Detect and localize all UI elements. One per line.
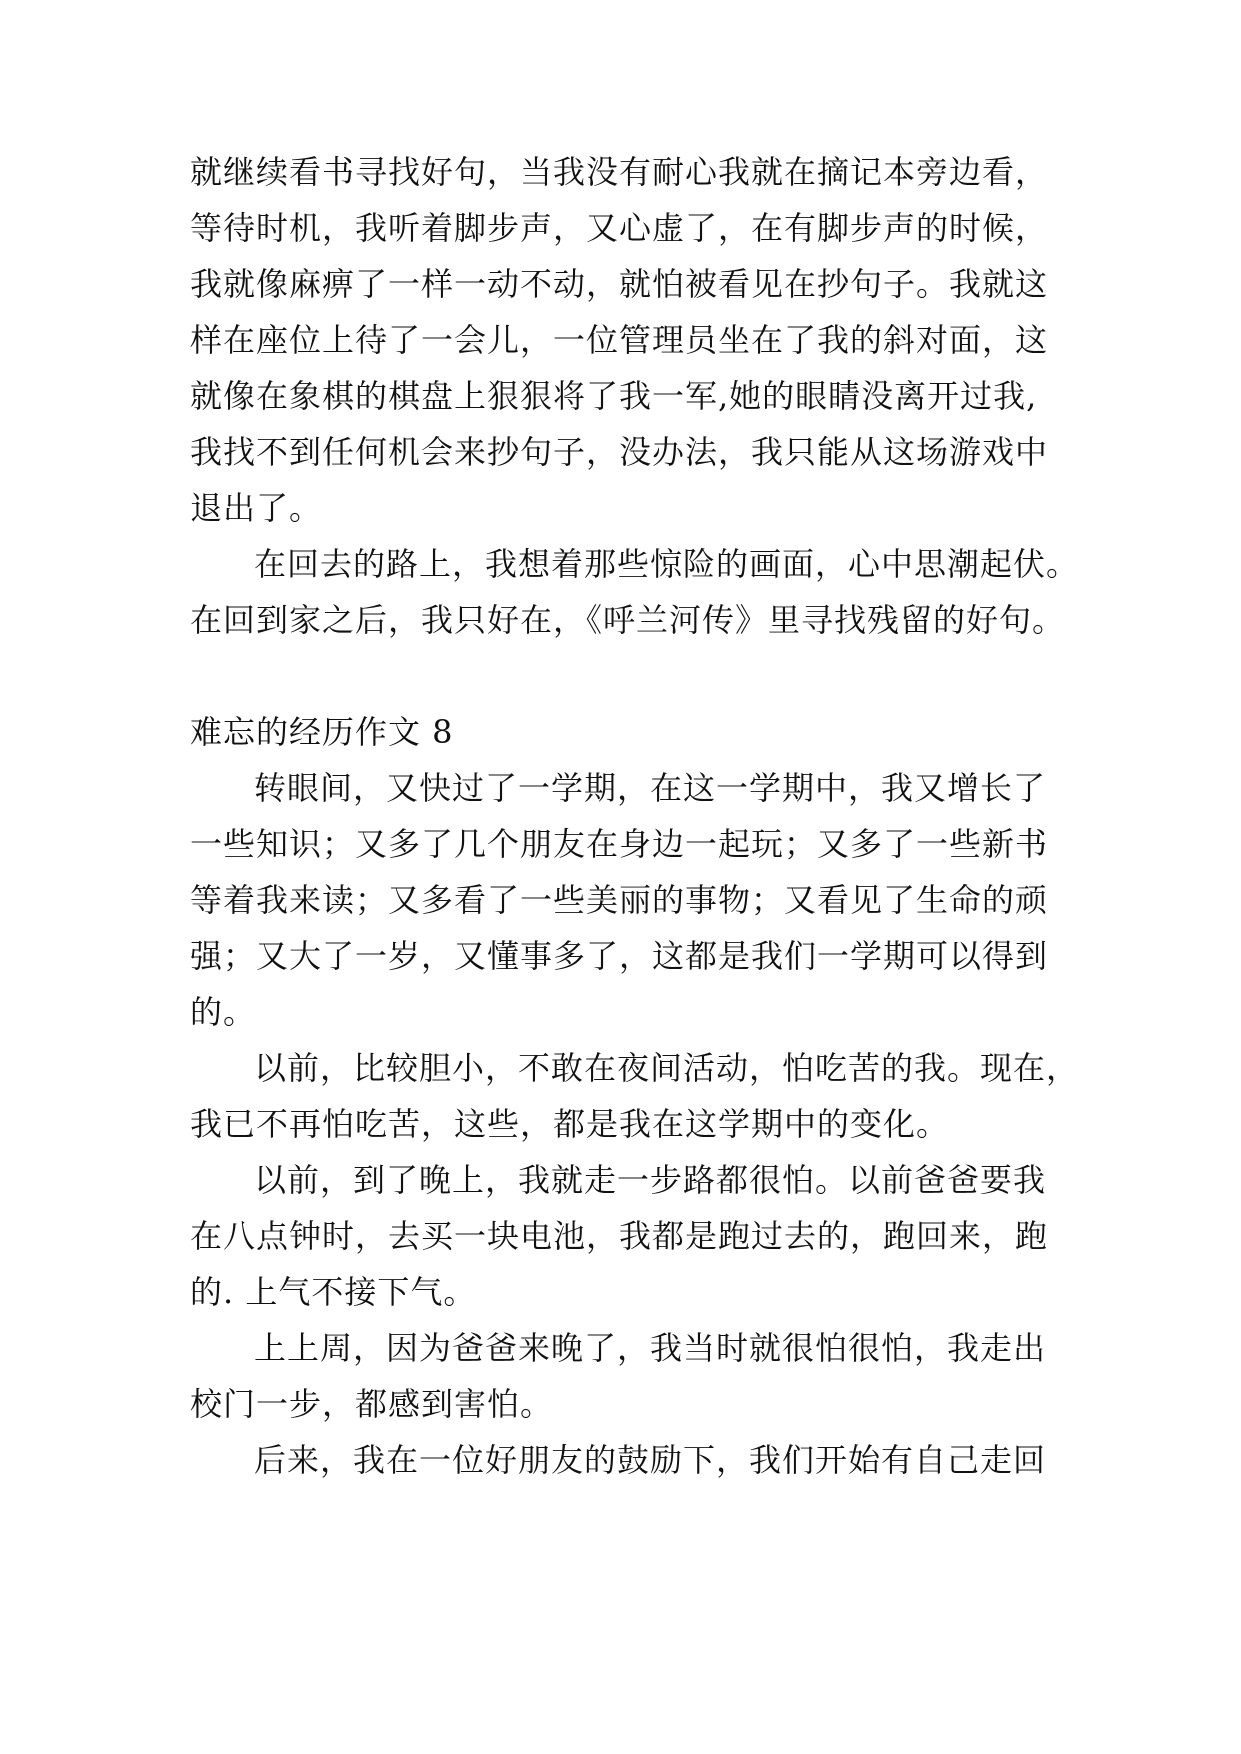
text-line: 退出了。: [190, 489, 323, 527]
text-line: 等着我来读；又多看了一些美丽的事物；又看见了生命的顽: [190, 881, 1049, 919]
section-heading: 难忘的经历作文 8: [190, 713, 454, 751]
paragraph-first-line: 以前，比较胆小，不敢在夜间活动，怕吃苦的我。现在，: [254, 1049, 1080, 1087]
text-line: 在回到家之后，我只好在，《呼兰河传》里寻找残留的好句。: [190, 601, 1066, 639]
text-line: 就像在象棋的棋盘上狠狠将了我一军,她的眼睛没离开过我,: [190, 377, 1038, 415]
text-line: 就继续看书寻找好句，当我没有耐心我就在摘记本旁边看，: [190, 153, 1049, 191]
text-line: 我找不到任何机会来抄句子，没办法，我只能从这场游戏中: [190, 433, 1049, 471]
paragraph-first-line: 在回去的路上，我想着那些惊险的画面，心中思潮起伏。: [254, 545, 1080, 583]
text-line: 样在座位上待了一会儿，一位管理员坐在了我的斜对面，这: [190, 321, 1049, 359]
paragraph-first-line: 以前，到了晚上，我就走一步路都很怕。以前爸爸要我: [254, 1161, 1047, 1199]
text-line: 我就像麻痹了一样一动不动，就怕被看见在抄句子。我就这: [190, 265, 1049, 303]
text-line: 强；又大了一岁，又懂事多了，这都是我们一学期可以得到: [190, 937, 1049, 975]
paragraph-first-line: 上上周，因为爸爸来晚了，我当时就很怕很怕，我走出: [254, 1329, 1047, 1367]
text-line: 等待时机，我听着脚步声，又心虚了，在有脚步声的时候，: [190, 209, 1049, 247]
text-line: 校门一步，都感到害怕。: [190, 1385, 554, 1423]
paragraph-first-line: 后来，我在一位好朋友的鼓励下，我们开始有自己走回: [254, 1441, 1047, 1479]
text-line: 的。: [190, 993, 257, 1031]
text-line: 一些知识；又多了几个朋友在身边一起玩；又多了一些新书: [190, 825, 1049, 863]
text-line: 的. 上气不接下气。: [190, 1273, 477, 1311]
text-line: 在八点钟时，去买一块电池，我都是跑过去的，跑回来，跑: [190, 1217, 1049, 1255]
text-line: 我已不再怕吃苦，这些，都是我在这学期中的变化。: [190, 1105, 950, 1143]
paragraph-first-line: 转眼间，又快过了一学期，在这一学期中，我又增长了: [254, 769, 1047, 807]
